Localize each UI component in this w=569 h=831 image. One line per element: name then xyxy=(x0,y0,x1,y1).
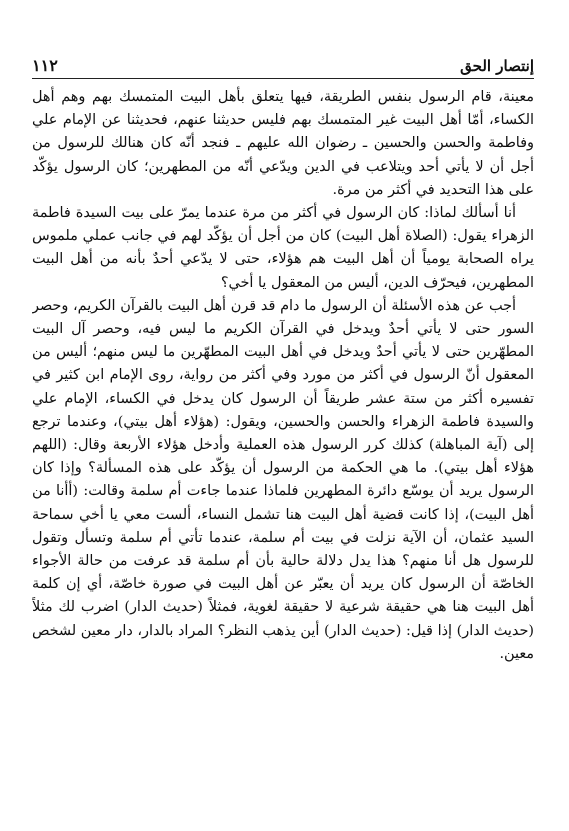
book-title: إنتصار الحق xyxy=(460,57,534,75)
paragraph-2: أنا أسألك لماذا: كان الرسول في أكثر من مرة عندما يمرّ على بيت السيدة فاطمة الزهراء يقول: (الصلاة أهل البيت) كان من أجل أن يؤكّد لهم في جانب عملي ملموس يراه الصحابة يومياً أن أهل البيت هم هؤلاء، حتى لا يدّعي أحدٌ بأنه من أهل البيت المطهرين، فيحرّف الدين، أليس من المعقول يا أخي؟ xyxy=(32,205,534,291)
page-body xyxy=(32,86,534,806)
paragraph-1: معينة، قام الرسول بنفس الطريقة، فيها يتعلق بأهل البيت المتمسك بهم وهم أهل الكساء، أمّا أهل البيت غير المتمسك بهم فليس حديثنا عنهم، فحديثنا عن الإمام علي وفاطمة والحسن والحسين ـ رضوان الله عليهم ـ فنجد أنّه كان هنالك للرسول من أجل أن لا يأتي أحد ويتلاعب في الدين ويدّعي أنّه من المطهرين؛ كان الرسول يؤكّد على هذا التحديد في أكثر من مرة. xyxy=(32,89,534,198)
page-header xyxy=(32,48,534,79)
page-number: ١١٢ xyxy=(32,56,58,75)
paragraph-3: أجب عن هذه الأسئلة أن الرسول ما دام قد قرن أهل البيت بالقرآن الكريم، وحصر السور حتى لا يأتي أحدٌ ويدخل في القرآن الكريم ما ليس فيه، وحصر آل البيت المطهّرين حتى لا يأتي أحدٌ ويدخل في أهل البيت المطهّرين ما ليس منهم؛ أليس من المعقول أنّ الرسول في أكثر من مورد وفي أكثر من رواية، روى الإمام ابن كثير في تفسيره أكثر من ستة عشر طريقاً أن الرسول كان يدخل في الكساء، الإمام علي والسيدة فاطمة الزهراء والحسن والحسين، ويقول: (هؤلاء أهل بيتي)، وعندما ترجع إلى (آية المباهلة) كذلك كرر الرسول هذه العملية وأدخل هؤلاء الأربعة وقال: (اللهم هؤلاء أهل بيتي). ما هي الحكمة من الرسول أن يؤكّد على هذه المسألة؟ وإذا كان الرسول يريد أن يوسّع دائرة المطهرين فلماذا عندما جاءت أم سلمة وقالت: (أأنا من أهل البيت)، إذا كانت قضية أهل البيت هنا تشمل النساء، ألست معي يا أخي سماحة السيد عثمان، أن الآية نزلت في بيت أم سلمة، عندما تأتي أم سلمة وتسأل وتقول للرسول هل أنا منهم؟ هذا يدل دلالة حالية بأن أم سلمة قد عرفت من حالة الأجواء الخاصّة أن الرسول كان يريد أن يعبّر عن أهل البيت في صورة خاصّة، أي إن كلمة أهل البيت هنا هي حقيقة شرعية لا حقيقة لغوية، فمثلاً (حديث الدار) اضرب لك مثلاً (حديث الدار) إذا قيل: (حديث الدار) أين يذهب النظر؟ المراد بالدار، دار معين لشخص معين. xyxy=(32,297,534,662)
